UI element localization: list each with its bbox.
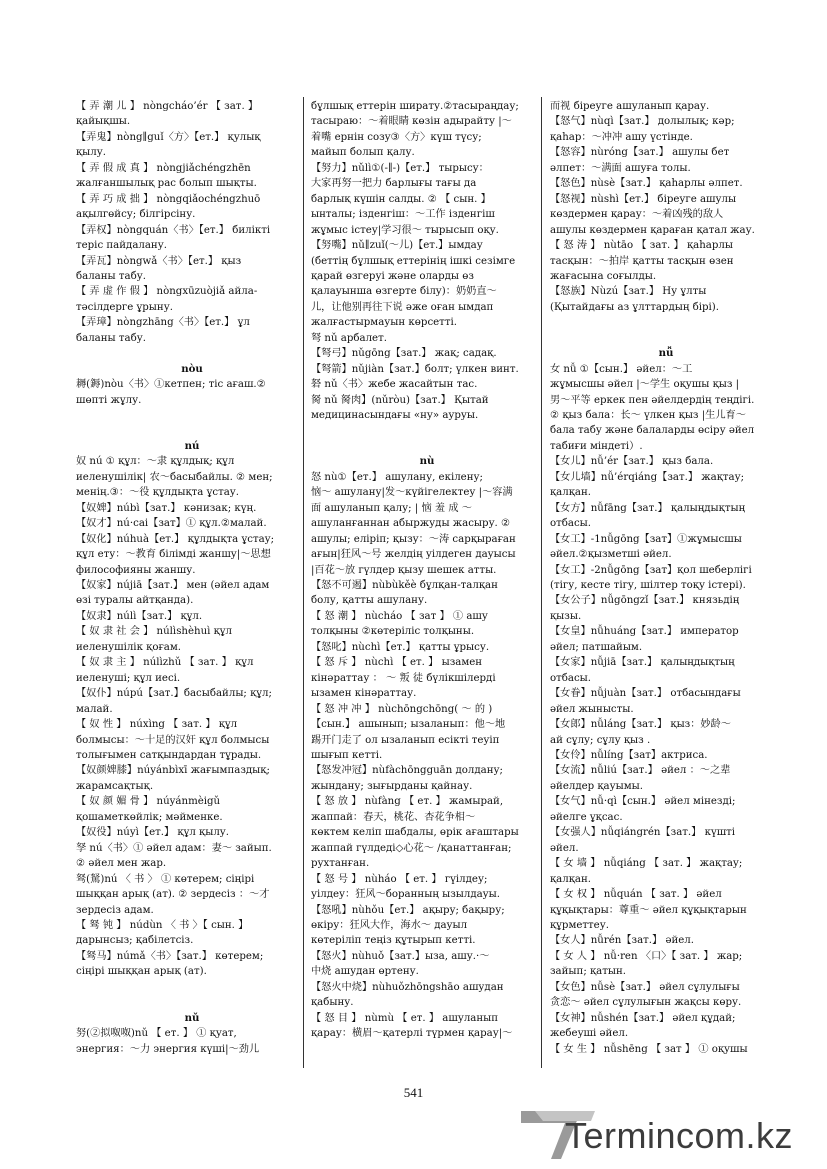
- entry-line: әйелге ұқсас.: [550, 811, 623, 823]
- entry-line: 【驽马】númǎ〈书〉【зат.】 көтерем;: [76, 950, 264, 962]
- entry-line: 【女流】nǚliú【зат.】 әйел ：～之辈: [550, 765, 731, 777]
- entry-line: 【 驽 钝 】 núdùn 〈 书 〉【 сын. 】: [76, 919, 249, 931]
- entry-line: 【奴隶】núlì【зат.】 құл.: [76, 610, 203, 622]
- entry-line: 【女强人】nǚqiángrén【зат.】 күшті: [550, 827, 736, 839]
- entry-line: 着嘴 ернін созу③〈方〉күш түсу;: [311, 131, 482, 143]
- entry-line: қызы.: [550, 610, 582, 622]
- entry-line: өзі туралы айтқанда).: [76, 595, 194, 607]
- entry-line: әлпет：～满面 ашуға толы.: [550, 162, 691, 174]
- entry-line: 【女方】nǚfāng【зат.】 қалыңдықтың: [550, 502, 746, 514]
- entry-line: жарамсақтық.: [76, 780, 154, 792]
- entry-line: 【奴婢】núbì【зат.】 кәнизак; күң.: [76, 502, 257, 514]
- entry-line: 【女工】-1nǚgōng【зат】①жұмысшы: [550, 533, 742, 545]
- entry-line: 【 怒 号 】 nùháo 【 ет. 】 гүілдеу;: [311, 873, 488, 885]
- entry-line: әйелдер қауымы.: [550, 780, 644, 792]
- entry-line: қаһар：～冲冲 ашу үстінде.: [550, 131, 693, 143]
- entry-line: қарау：横眉～қатерлі түрмен қарау|～: [311, 1028, 513, 1040]
- blank-line: [550, 331, 782, 346]
- entry-line: тасқын：～拍岸 қатты тасқын өзен: [550, 255, 734, 267]
- dictionary-column-1: [76, 99, 308, 1057]
- section-heading: nòu: [181, 362, 203, 375]
- entry-line: 【 弄 巧 成 拙 】 nòngqiǎochéngzhuō: [76, 193, 261, 205]
- section-heading: nǚ: [658, 347, 674, 360]
- entry-line: жындану; зығырданы қайнау.: [311, 780, 473, 792]
- entry-line: құрметтеу.: [550, 919, 609, 931]
- entry-line: 【奴颜婢膝】núyánbìxī жағымпаздық;: [76, 765, 270, 777]
- entry-line: 女 nǚ ①【сын.】 әйел：～工: [550, 363, 693, 375]
- entry-line: шығып кетті.: [311, 750, 383, 761]
- entry-line: 【 怒 冲 冲 】 nùchōngchōng( ～ 的 ): [311, 703, 493, 715]
- entry-line: 面 ашуланып қалу; | 恼 羞 成 ～: [311, 502, 472, 514]
- entry-line: ашуланғаннан абыржуды жасыру. ②: [311, 518, 511, 530]
- entry-line: менің.③：～役 құлдықта ұстау.: [76, 487, 240, 499]
- entry-line: медицинасындағы «ну» ауруы.: [311, 410, 479, 422]
- entry-line: 【怒容】nùróng【зат.】 ашулы бет: [550, 147, 730, 159]
- entry-line: 胬 nǔ 胬肉】(nǔròu)【зат.】 Қытай: [311, 394, 489, 406]
- entry-line: 【怒色】nùsè【зат.】 қаһарлы әлпет.: [550, 178, 743, 190]
- entry-line: 【奴仆】núpú【зат.】басыбайлы; құл;: [76, 688, 272, 700]
- entry-line: жағасына соғылды.: [550, 270, 657, 282]
- entry-line: жұмыс істеу|学习很～ тырысып оқу.: [311, 224, 499, 236]
- entry-line: (Қытайдағы аз ұлттардың бірі).: [550, 301, 719, 313]
- entry-line: 【怒族】Nùzú【зат.】 Ну ұлты: [550, 286, 707, 298]
- entry-line: 【 女 生 】 nǚshēng 【 зат 】 ① оқушы: [550, 1043, 748, 1055]
- entry-line: ағын|狂风～号 желдің уілдеген дауысы: [311, 549, 516, 561]
- entry-line: болу, қатты ашулану.: [311, 595, 428, 607]
- entry-line: (тігу, кесте тігу, шілтер тоқу істері).: [550, 580, 746, 592]
- entry-line: жаппай гүлдеді◇心花～ /қанаттанған;: [311, 842, 512, 854]
- entry-line: 踢开门走了 ол ызаланып есікті теуіп: [311, 734, 500, 746]
- entry-line: 【努力】nǔlì①(-∥-)【ет.】 тырысу：: [311, 162, 489, 174]
- entry-line: 【 女 墙 】 nǚqiáng 【 зат. 】 жақтау;: [550, 858, 743, 870]
- blank-line: [76, 346, 308, 361]
- entry-line: философияны жаншу.: [76, 564, 196, 576]
- entry-line: көтеріліп теңіз құтырып кетті.: [311, 935, 476, 947]
- entry-line: 【怒火】nùhuǒ【зат.】ыза, ашу.·～: [311, 950, 490, 962]
- entry-line: 【 怒 涛 】 nùtāo 【 зат. 】 қаһарлы: [550, 240, 733, 252]
- entry-line: қайықшы.: [76, 116, 131, 128]
- entry-line: 【怒不可遏】nùbùkěè бұлқан-талқан: [311, 580, 498, 592]
- entry-line: қалқан.: [550, 487, 591, 499]
- entry-line: қалқан.: [550, 873, 591, 885]
- entry-line: рухтанған.: [311, 858, 370, 870]
- entry-line: малай.: [76, 703, 113, 715]
- entry-line: 【 怒 目 】 nùmù 【 ет. 】 ашуланып: [311, 1012, 499, 1024]
- entry-line: баланы табу.: [76, 270, 146, 282]
- blank-line: [76, 980, 308, 995]
- entry-line: жалғаншылық рас болып шықты.: [76, 178, 257, 190]
- entry-line: 【奴家】nújiā【зат.】 мен (әйел адам: [76, 580, 270, 591]
- entry-line: 【女公子】nǚgōngzǐ【зат.】 князьдің: [550, 595, 740, 607]
- entry-line: 【сын.】 ашынып; ызаланып：他～地: [311, 719, 506, 731]
- entry-line: 中烧 ашудан өртену.: [311, 966, 419, 978]
- entry-line: 【 奴 性 】 núxìng 【 зат. 】 құл: [76, 719, 238, 731]
- entry-line: кінәраттау ： ～ 叛 徒 бүлікшілерді: [311, 672, 496, 684]
- site-logo-text: Termincom.kz: [565, 1115, 794, 1156]
- entry-line: ② әйел мен жар.: [76, 858, 167, 870]
- entry-line: 【 女 人 】 nǚ·ren 〈口〉【 зат. 】 жар;: [550, 950, 743, 962]
- entry-line: 【女伶】nǚlíng【зат】актриса.: [550, 750, 708, 761]
- entry-line: отбасы.: [550, 518, 592, 530]
- entry-line: ақылгөйсу; білгірсіну.: [76, 209, 196, 221]
- page-number: 541: [403, 1085, 424, 1100]
- entry-line: 【女人】nǚrén【зат.】 әйел.: [550, 935, 695, 947]
- entry-line: 【奴役】núyì【ет.】 құл қылу.: [76, 827, 230, 839]
- entry-line: терiс пайдалану.: [76, 240, 167, 252]
- entry-line: 【女儿墙】nǚ’érqiáng【зат.】 жақтау;: [550, 471, 745, 483]
- dictionary-column-2: [311, 99, 543, 1042]
- entry-line: тасыраю：～着眼睛 көзін адырайту |～: [311, 116, 512, 128]
- entry-line: 【 弄 虚 作 假 】 nòngxūzuòjiǎ айла-: [76, 286, 258, 298]
- entry-line: иеленушілік| 农～басыбайлы. ② мен;: [76, 471, 273, 483]
- entry-line: 【女神】nǚshén【зат.】 әйел құдай;: [550, 1012, 736, 1024]
- entry-line: 【 女 权 】 nǚquán 【 зат. 】 әйел: [550, 889, 722, 901]
- entry-line: жұмысшы әйел |～学生 оқушы қыз |: [550, 379, 740, 391]
- entry-line: 贪恋～ әйел сұлулығын жақсы көру.: [550, 997, 742, 1009]
- entry-line: |百花～放 гүлдер қызу шешек атты.: [311, 564, 497, 576]
- entry-line: толығымен сатқындардан тұрады.: [76, 749, 262, 761]
- entry-line: 【弩箭】nǔjiàn【зат.】болт; үлкен винт.: [311, 363, 519, 375]
- entry-line: шөпті жұлу.: [76, 394, 142, 406]
- entry-line: 【 奴 隶 社 会 】 núlìshèhuì құл: [76, 626, 233, 638]
- entry-line: 【女气】nǚ·qì【сын.】 әйел мінезді;: [550, 796, 736, 808]
- entry-line: тәсiлдерге ұрыну.: [76, 301, 173, 313]
- entry-line: 【怒吼】nùhǒu【ет.】 ақыру; бақыру;: [311, 904, 505, 916]
- entry-line: 【女皇】nǚhuáng【зат.】 император: [550, 626, 739, 638]
- entry-line: қошаметкөйлік; мәйменке.: [76, 811, 223, 823]
- entry-line: 孥 nú〈书〉① әйел адам：妻～ зайып.: [76, 842, 272, 854]
- entry-line: отбасы.: [550, 672, 592, 684]
- entry-line: әйел жынысты.: [550, 703, 634, 715]
- dictionary-column-3: [550, 99, 782, 1057]
- entry-line: 驽(駑)nú 〈 书 〉 ① көтерем; сіңірі: [76, 873, 255, 885]
- entry-line: өкіру：狂风大作，海水～ дауыл: [311, 919, 468, 931]
- entry-line: ② қыз бала：长～ үлкен қыз |生儿育～: [550, 410, 746, 422]
- entry-line: әйел.②қызметші әйел.: [550, 549, 672, 561]
- blank-line: [76, 408, 308, 423]
- entry-line: 儿，让他别再往下说 әже оған ымдап: [311, 301, 494, 313]
- entry-line: 【 弄 潮 儿 】 nòngcháo’ér 【 зат. 】: [76, 101, 259, 112]
- entry-line: уілдеу：狂风～боранның ызылдауы.: [311, 889, 501, 901]
- entry-line: ашулы; еліріп; қызу：～涛 сарқыраған: [311, 533, 516, 545]
- entry-line: 【奴化】núhuà【ет.】 құлдықта ұстау;: [76, 533, 275, 545]
- entry-line: ашулы көздермен қараған қатал жау.: [550, 224, 755, 236]
- entry-line: 奴 nú ① құл：～隶 құлдық; құл: [76, 456, 235, 468]
- entry-line: 【女眷】nǚjuàn【зат.】 отбасындағы: [550, 688, 741, 700]
- entry-line: қарай өзгеруі және оларды өз: [311, 270, 474, 282]
- entry-line: 【弄瓦】nòngwǎ〈书〉【ет.】 қыз: [76, 255, 242, 267]
- blank-line: [76, 423, 308, 438]
- entry-line: 耨(鎒)nòu〈书〉①кетпен; тiс ағаш.②: [76, 379, 266, 391]
- entry-line: бала табу және балаларды өсіру әйел: [550, 425, 755, 437]
- entry-line: 而视 біреуге ашуланып қарау.: [550, 101, 710, 112]
- entry-line: 砮 nǔ〈书〉жебе жасайтын тас.: [311, 379, 478, 391]
- entry-line: майып болып қалу.: [311, 147, 415, 159]
- entry-line: 【怒气】nùqì【зат.】 долылық; кәр;: [550, 116, 735, 128]
- entry-line: зердесіз адам.: [76, 904, 154, 916]
- entry-line: 【弄璋】nòngzhāng〈书〉【ет.】 ұл: [76, 317, 250, 329]
- entry-line: жалғастырмауын көрсетті.: [311, 317, 457, 329]
- entry-line: 努(②拟呶呶)nǔ 【 ет. 】 ① қуат,: [76, 1028, 237, 1040]
- entry-line: 【女家】nǚjiā【зат.】 қалыңдықтың: [550, 657, 735, 669]
- entry-line: 大家再努一把力 барлығы тағы да: [311, 178, 477, 190]
- entry-line: 【奴才】nú·cai【зат】① құл.②малай.: [76, 518, 267, 530]
- entry-line: ай сұлу; сұлу қыз .: [550, 734, 651, 746]
- entry-line: табиғи міндеті）.: [550, 440, 643, 452]
- entry-line: 【弩弓】nǔgōng【зат.】 жақ; садақ.: [311, 348, 497, 360]
- entry-line: барлық күшін салды. ② 【 сын. 】: [311, 193, 491, 205]
- blank-line: [311, 439, 543, 454]
- entry-line: 怒 nù①【ет.】 ашулану, екілену;: [311, 471, 483, 483]
- entry-line: толқыны ②көтеріліс толқыны.: [311, 626, 475, 638]
- entry-line: 【怒叱】nùchì【ет.】 қатты ұрысу.: [311, 641, 490, 653]
- entry-line: энергия：～力 энергия күші|～劲儿: [76, 1043, 260, 1055]
- entry-line: ынталы; ізденгіш：～工作 ізденгіш: [311, 209, 495, 221]
- entry-line: 弩 nǔ арбалет.: [311, 332, 387, 344]
- section-heading: nù: [419, 455, 435, 468]
- blank-line: [76, 995, 308, 1010]
- entry-line: көктем келіп шабдалы, өрік ағаштары: [311, 827, 519, 839]
- entry-line: 【女工】-2nǚgōng【зат】қол шеберлігі: [550, 564, 752, 576]
- entry-line: әйел; патшайым.: [550, 641, 643, 653]
- entry-line: иеленуші; құл иесі.: [76, 672, 181, 684]
- entry-line: 【 弄 假 成 真 】 nòngjiǎchéngzhēn: [76, 162, 251, 174]
- entry-line: 【 怒 潮 】 nùcháo 【 зат 】 ① ашу: [311, 610, 488, 622]
- entry-line: баланы табу.: [76, 332, 146, 344]
- entry-line: 恼～ ашулану|发～күйігелектеу |～容满: [311, 487, 513, 499]
- entry-line: 【弄权】nòngquán〈书〉【ет.】 биліктi: [76, 224, 271, 236]
- entry-line: жебеуші әйел.: [550, 1028, 629, 1040]
- entry-line: көздермен қарау：～着凶残的敌人: [550, 209, 724, 221]
- entry-line: қабыну.: [311, 997, 354, 1009]
- entry-line: құқықтары：尊重～ әйел құқықтарын: [550, 904, 747, 916]
- entry-line: болмысы：～十足的汉奸 құл болмысы: [76, 734, 270, 746]
- entry-line: 【女色】nǚsè【зат.】 әйел сұлулығы: [550, 981, 740, 993]
- entry-line: 【女儿】nǚ’ér【зат.】 қыз бала.: [550, 456, 714, 468]
- entry-line: бұлшық еттерін ширату.②тасыраңдау;: [311, 101, 519, 112]
- entry-line: құл ету：～教育 білімді жаншу|～思想: [76, 549, 271, 561]
- entry-line: әйел.: [550, 842, 579, 854]
- section-heading: nú: [184, 439, 200, 452]
- entry-line: ызамен кінәраттау.: [311, 688, 417, 700]
- entry-line: 男～平等 еркек пен әйелдердің теңдігі.: [550, 394, 755, 406]
- blank-line: [550, 315, 782, 330]
- entry-line: 【努嘴】nǔ∥zuǐ(～儿)【ет.】ымдау: [311, 240, 483, 252]
- entry-line: 【女郎】nǚláng【зат.】 қыз：妙龄～: [550, 719, 731, 731]
- entry-line: 【 奴 隶 主 】 núlìzhǔ 【 зат. 】 құл: [76, 657, 254, 669]
- blank-line: [311, 424, 543, 439]
- section-heading: nǔ: [184, 1011, 200, 1024]
- entry-line: жаппай：春天，桃花、杏花争相～: [311, 811, 476, 823]
- entry-line: иеленушілік қоғам.: [76, 641, 182, 653]
- entry-line: 【弄鬼】nòng∥guǐ〈方〉【ет.】 қулық: [76, 131, 261, 143]
- entry-line: дарынсыз; қабілетсіз.: [76, 935, 194, 947]
- entry-line: қалауынша өзгерте білу)：奶奶直～: [311, 286, 497, 298]
- entry-line: 【怒火中烧】nùhuǒzhōngshāo ашудан: [311, 981, 504, 993]
- entry-line: 【怒视】nùshì【ет.】 біреуге ашулы: [550, 193, 737, 205]
- entry-line: 【 怒 放 】 nùfàng 【 ет. 】 жамырай,: [311, 796, 504, 808]
- entry-line: 【怒发冲冠】nùfàchōngguān долдану;: [311, 765, 503, 777]
- entry-line: қылу.: [76, 147, 106, 159]
- entry-line: 【 奴 颜 媚 骨 】 núyánmèigǔ: [76, 796, 221, 808]
- entry-line: (беттің бұлшық еттерінің ішкі сезімге: [311, 255, 516, 267]
- entry-line: зайып; қатын.: [550, 966, 627, 978]
- entry-line: сіңірі шыққан арық (ат).: [76, 966, 207, 978]
- entry-line: 【 怒 斥 】 nùchì 【 ет. 】 ызамен: [311, 657, 483, 669]
- entry-line: шыққан арық (ат). ② зердесіз ：～才: [76, 889, 270, 901]
